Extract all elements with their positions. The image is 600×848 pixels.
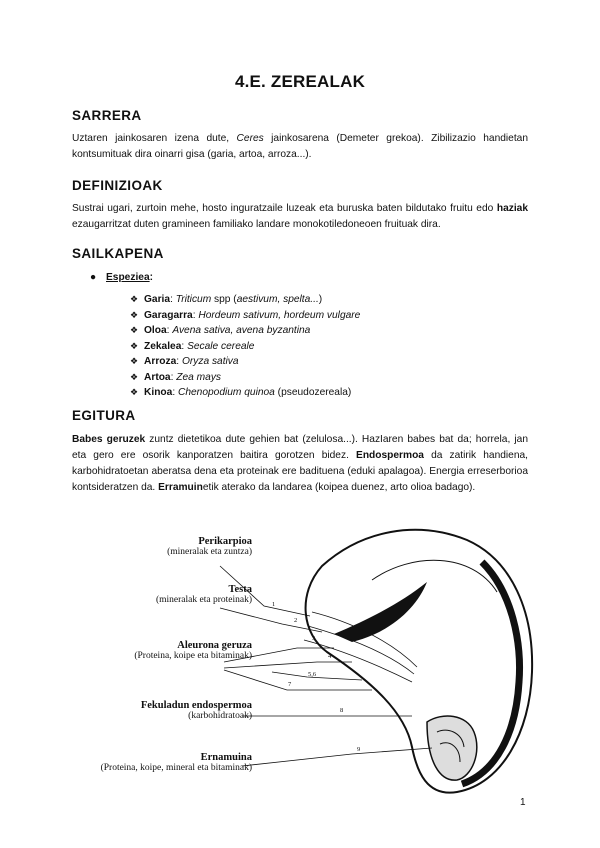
label-testa: Testa (mineralak eta proteinak) [155, 584, 252, 605]
label-endospermoa: Fekuladun endospermoa (karbohidratoak) [140, 700, 252, 721]
diamond-bullet-icon: ❖ [130, 294, 139, 304]
list-item: ❖ Zekalea: Secale cereale [130, 340, 255, 352]
grain-structure-figure [72, 522, 540, 798]
heading-sarrera: SARRERA [72, 108, 142, 123]
diamond-bullet-icon: ❖ [130, 309, 139, 320]
list-item: ❖ Garagarra: Hordeum sativum, hordeum vulgare [130, 309, 361, 321]
number-4: 4 [328, 653, 332, 660]
diamond-bullet-icon: ❖ [130, 356, 139, 366]
list-item: ❖ Artoa: Zea mays [130, 371, 222, 383]
diamond-bullet-icon: ❖ [130, 371, 139, 382]
page-title: 4.E. ZEREALAK [234, 72, 366, 91]
number-9: 9 [357, 746, 361, 753]
heading-definizioak: DEFINIZIOAK [72, 178, 163, 193]
leader-line-4 [224, 662, 352, 668]
leader-line-3 [224, 648, 334, 662]
leader-line-5 [272, 672, 362, 680]
label-perikarpioa: Perikarpioa (mineralak eta zuntza) [167, 536, 252, 557]
number-7: 7 [288, 681, 292, 688]
number-1: 1 [272, 601, 276, 608]
heading-sailkapena: SAILKAPENA [72, 246, 164, 261]
list-item: ❖ Kinoa: Chenopodium quinoa (pseudozereala) [130, 387, 352, 398]
leader-line-9 [242, 748, 432, 766]
label-ernamuina: Ernamuina (Proteina, koipe, mineral eta bitaminak) [100, 752, 252, 773]
paragraph-definizioak: Sustrai ugari, zurtoin mehe, hosto inguratzaile luzeak eta buruska baten bildutako fruitu edo haziak ezaugarritzat duten gramineen familiako landare monokotiledoneoen fruituak dira. [72, 203, 528, 230]
heading-egitura: EGITURA [72, 408, 136, 423]
diamond-bullet-icon: ❖ [130, 340, 139, 351]
label-aleurona: Aleurona geruza (Proteina, koipe eta bitaminak) [134, 640, 252, 661]
leader-line-1 [220, 566, 310, 616]
paragraph-sarrera: Uztaren jainkosaren izena dute, Ceres jainkosarena (Demeter grekoa). Zibilizazio handietan kontsumituak dira oinarri gisa (garia, artoa, arroza...). [72, 133, 528, 160]
number-8: 8 [340, 707, 344, 714]
paragraph-egitura: Babes geruzek zuntz dietetikoa dute gehien bat (zelulosa...). HazIaren babes bat da; horrela, jan eta gero ere osorik kanporatzen baitira gorotzen bidez. Endospermoa da zatirik handiena, karbohidratoetan aberatsa dena eta proteinak ere badituena (eduki apalagoa). Energia erreserborioa kontsideratzen da. Erramuinetik aterako da landarea (koipea duenez, arto olioa badago). [72, 434, 529, 493]
number-2: 2 [294, 617, 298, 624]
species-list [130, 292, 360, 401]
page-number: 1 [520, 797, 526, 808]
bullet-espeziea: ● Espeziea: [90, 272, 154, 283]
diamond-bullet-icon: ❖ [130, 325, 139, 335]
leader-line-7 [224, 670, 372, 690]
grain-diagram [72, 522, 540, 798]
list-item: ❖ Arroza: Oryza sativa [130, 356, 239, 367]
number-3: 3 [312, 635, 316, 642]
diamond-bullet-icon: ❖ [130, 387, 139, 397]
list-item: ❖ Oloa: Avena sativa, avena byzantina [130, 325, 311, 336]
number-56: 5,6 [308, 671, 317, 678]
list-item: ❖ Garia: Triticum spp (aestivum, spelta...) [130, 294, 323, 305]
